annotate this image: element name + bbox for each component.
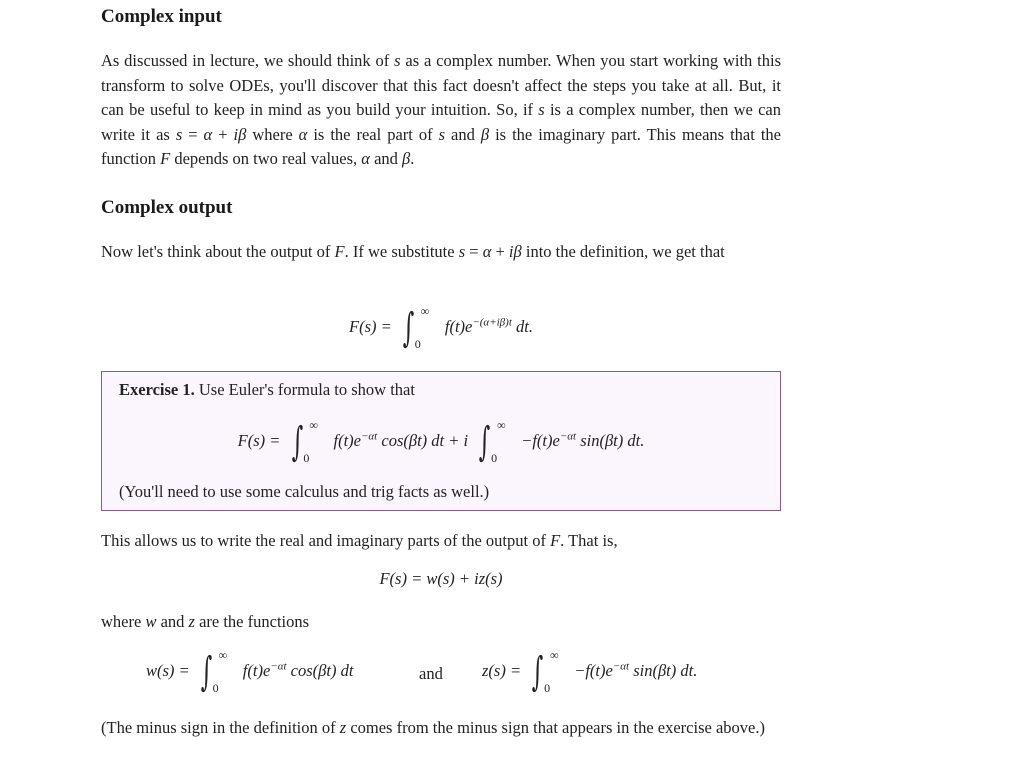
- eq1-lhs: F(s) =: [349, 316, 392, 336]
- ex-exp2: −αt: [559, 430, 577, 443]
- ex-lhs: F(s) =: [237, 430, 281, 450]
- ex-exp1: −αt: [360, 430, 378, 443]
- where-line: where w and z are the functions: [101, 612, 310, 631]
- integral-sign: ∫: [531, 649, 544, 695]
- complex-output-paragraph: Now let's think about the output of F. If we substitute s = α + iβ into the definition, we get that: [101, 242, 725, 261]
- integral-sign: ∫: [291, 419, 303, 465]
- integral-sign: ∫: [200, 649, 212, 695]
- footnote-paragraph: (The minus sign in the definition of z comes from the minus sign that appears in the exercise above.): [101, 718, 765, 737]
- exercise-equation: [102, 420, 780, 464]
- and-word: and: [419, 664, 443, 683]
- integral-sign: ∫: [478, 419, 491, 465]
- ex-term1: f(t)e: [333, 430, 361, 450]
- integral-limits: ∞ 0: [491, 418, 506, 465]
- real-imag-paragraph: This allows us to write the real and imaginary parts of the output of F. That is,: [101, 531, 618, 550]
- eq1-tail: dt.: [516, 316, 533, 336]
- section-title-complex-input: Complex input: [101, 6, 222, 27]
- equation-z: z(s) = ∫ ∞ 0 $-f(t)e^{-\alpha t}$ sin(βt) dt.: [482, 648, 698, 695]
- exercise-box: [101, 371, 781, 511]
- integral-limits: ∞ 0: [212, 648, 228, 695]
- equation-decomposition: F(s) = w(s) + iz(s): [379, 569, 503, 588]
- eq1-integrand: f(t)e: [444, 316, 473, 336]
- eq1-exponent: −(α+iβ)t: [472, 316, 512, 329]
- exercise-text: Use Euler's formula to show that: [198, 380, 415, 399]
- ex-term2b: sin(βt) dt.: [580, 430, 645, 450]
- integral-limits: ∞ 0: [544, 648, 559, 695]
- ex-term1b: cos(βt) dt + i: [381, 430, 469, 450]
- equation-f-of-s: [101, 306, 781, 350]
- ex-term2: −f(t)e: [521, 430, 560, 450]
- integral-limits: ∞ 0: [303, 418, 318, 465]
- exercise-label: Exercise 1.: [119, 380, 195, 399]
- section-title-complex-output: Complex output: [101, 197, 233, 218]
- integral-limits: ∞ 0: [414, 304, 430, 351]
- exercise-statement: [119, 380, 415, 400]
- complex-input-paragraph: As discussed in lecture, we should think of s as a complex number. When you start working with this transform to solve ODEs, you'll discover that this fact doesn't affect the steps you take at all. But, it can be useful to keep in mind as you build your intuition. So, if s is a complex number, then we can write it as s = α + iβ where α is the real part of s and β is the imaginary part. This means that the function F depends on two real values, α and β.: [101, 51, 781, 169]
- integral-sign: ∫: [402, 305, 415, 351]
- equation-w: w(s) = ∫ ∞ 0 $f(t)e^{-\alpha t}$ cos(βt) dt: [146, 648, 354, 695]
- exercise-note: (You'll need to use some calculus and trig facts as well.): [119, 482, 490, 501]
